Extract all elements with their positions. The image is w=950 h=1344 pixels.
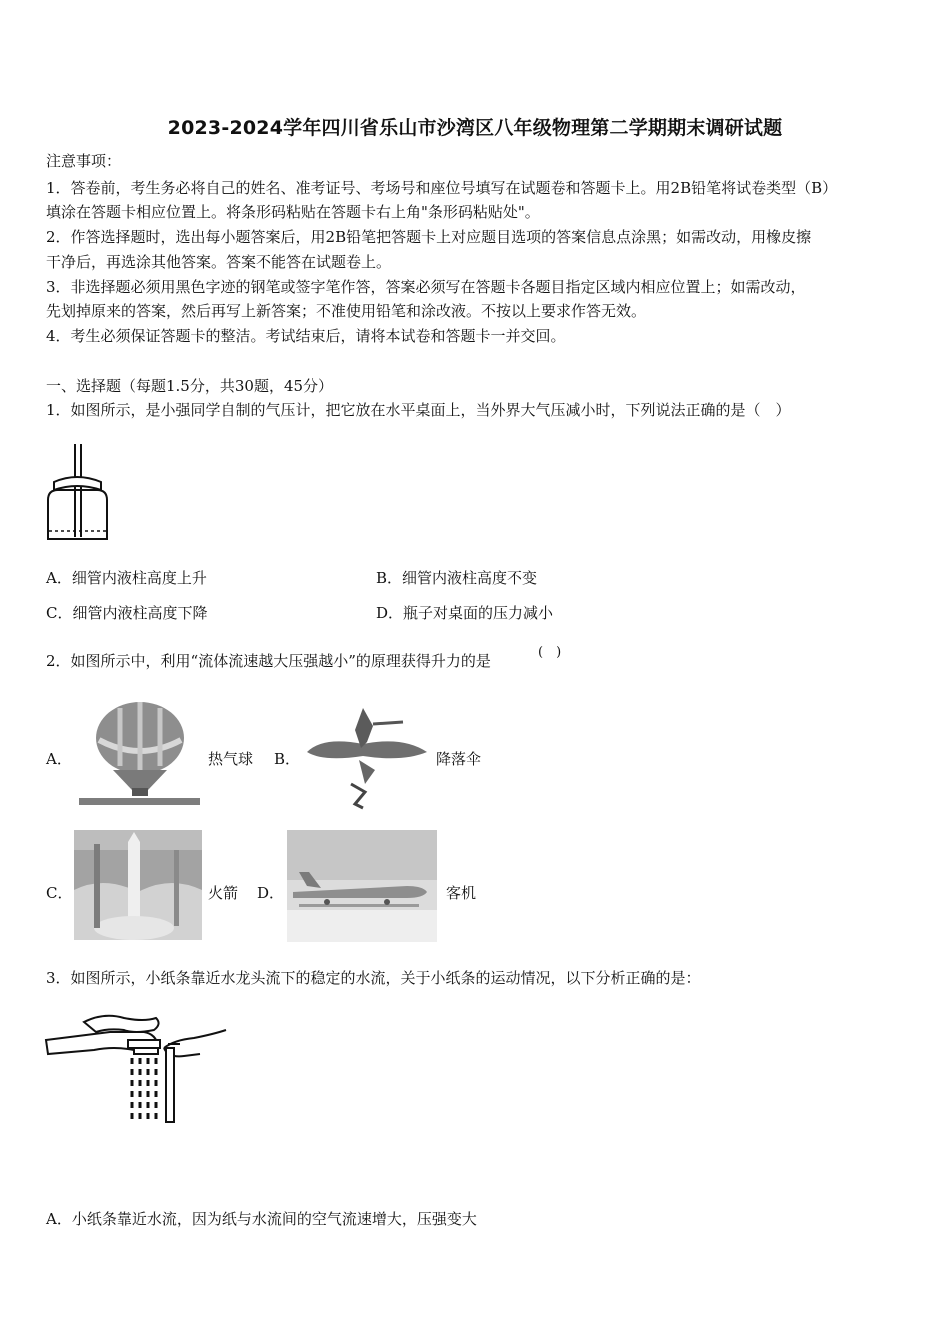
q2-option-c-text: 火箭 xyxy=(208,884,239,902)
q1-option-a[interactable]: A．细管内液柱高度上升 xyxy=(46,569,207,587)
q2-option-d-label[interactable]: D． xyxy=(257,884,285,902)
q2-option-a-label[interactable]: A． xyxy=(46,750,72,768)
q1-option-b[interactable]: B．细管内液柱高度不变 xyxy=(376,569,538,587)
page-title: 2023-2024学年四川省乐山市沙湾区八年级物理第二学期期末调研试题 xyxy=(167,117,783,139)
hot-air-balloon-photo xyxy=(77,700,202,808)
rocket-photo xyxy=(74,830,202,940)
notice-line-5: 3．非选择题必须用黑色字迹的钢笔或签字笔作答，答案必须写在答题卡各题目指定区域内相应位置上；如需改动， xyxy=(46,278,806,296)
notice-line-4: 干净后，再选涂其他答案。答案不能答在试题卷上。 xyxy=(46,253,392,271)
parachute-photo xyxy=(303,700,431,810)
notice-heading: 注意事项： xyxy=(46,152,122,170)
notice-line-1: 1．答卷前，考生务必将自己的姓名、准考证号、考场号和座位号填写在试题卷和答题卡上。用2B铅笔将试卷类型（B） xyxy=(46,179,838,197)
q2-option-c-label[interactable]: C． xyxy=(46,884,73,902)
airliner-photo xyxy=(287,830,437,942)
barometer-figure xyxy=(44,442,110,546)
notice-line-7: 4．考生必须保证答题卡的整洁。考试结束后，请将本试卷和答题卡一并交回。 xyxy=(46,327,566,345)
q2-option-b-text: 降落伞 xyxy=(436,750,482,768)
notice-line-2: 填涂在答题卡相应位置上。将条形码粘贴在答题卡右上角"条形码粘贴处"。 xyxy=(46,203,540,221)
q1-option-d[interactable]: D．瓶子对桌面的压力减小 xyxy=(376,604,554,622)
q2-stem: 2．如图所示中，利用“流体流速越大压强越小”的原理获得升力的是 xyxy=(46,652,491,670)
q2-option-a-text: 热气球 xyxy=(208,750,254,768)
q2-option-d-text: 客机 xyxy=(446,884,477,902)
q1-option-c[interactable]: C．细管内液柱高度下降 xyxy=(46,604,208,622)
q2-answer-paren: ( ) xyxy=(538,645,562,660)
notice-line-3: 2．作答选择题时，选出每小题答案后，用2B铅笔把答题卡上对应题目选项的答案信息点涂黑；如需改动，用橡皮擦 xyxy=(46,228,812,246)
q3-stem: 3．如图所示，小纸条靠近水龙头流下的稳定的水流，关于小纸条的运动情况，以下分析正确的是： xyxy=(46,969,701,987)
section-heading: 一、选择题（每题1.5分，共30题，45分） xyxy=(46,377,334,395)
q2-option-b-label[interactable]: B． xyxy=(274,750,301,768)
q1-stem: 1．如图所示，是小强同学自制的气压计，把它放在水平桌面上，当外界大气压减小时，下列说法正确的是（ ） xyxy=(46,401,791,419)
faucet-paper-figure xyxy=(44,1010,230,1128)
notice-line-6: 先划掉原来的答案，然后再写上新答案；不准使用铅笔和涂改液。不按以上要求作答无效。 xyxy=(46,302,647,320)
q3-option-a[interactable]: A．小纸条靠近水流，因为纸与水流间的空气流速增大，压强变大 xyxy=(46,1210,477,1228)
